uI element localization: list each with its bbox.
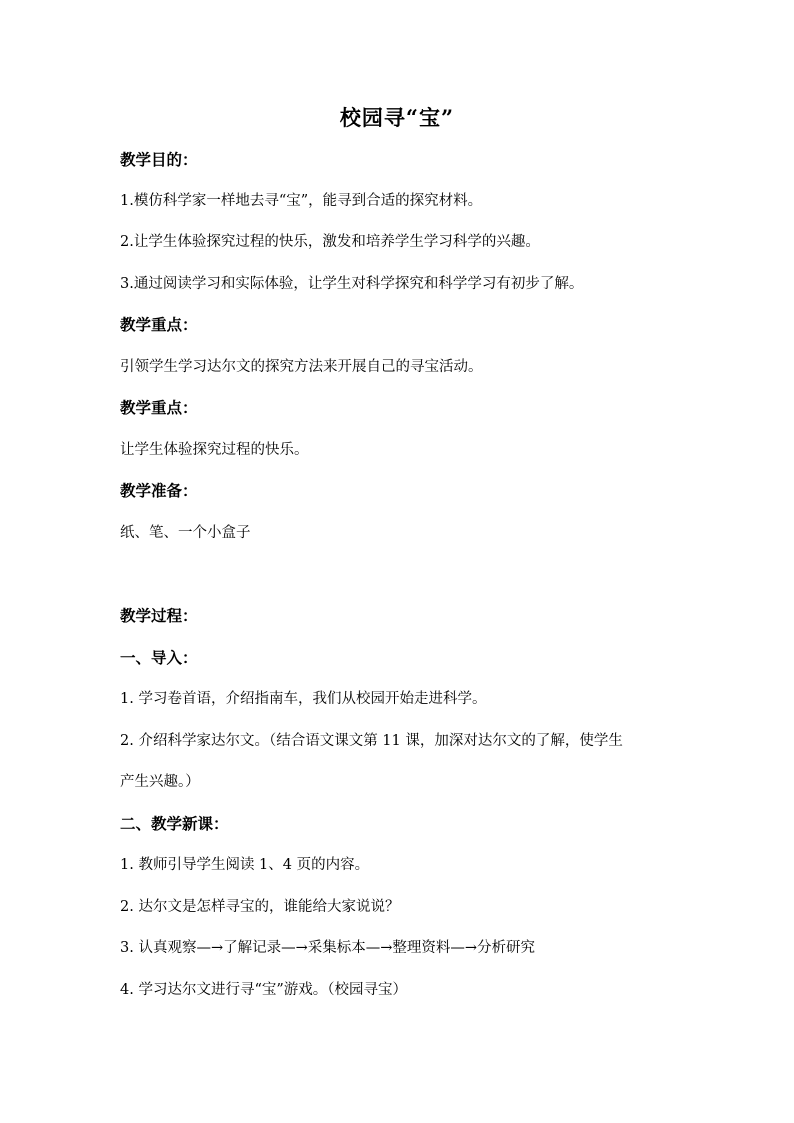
document-title: 校园寻“宝” <box>339 105 455 130</box>
new-lesson-item: 3. 认真观察—→了解记录—→采集标本—→整理资料—→分析研究 <box>120 940 536 956</box>
objective-item: 2.让学生体验探究过程的快乐，激发和培养学生学习科学的兴趣。 <box>120 234 540 250</box>
key-points-heading: 教学重点： <box>120 315 198 334</box>
key-points2-heading: 教学重点： <box>120 398 198 417</box>
objectives-heading: 教学目的： <box>120 150 198 169</box>
key-points2-text: 让学生体验探究过程的快乐。 <box>120 442 309 458</box>
new-lesson-item: 2. 达尔文是怎样寻宝的，谁能给大家说说？ <box>120 899 400 915</box>
intro-item: 产生兴趣。） <box>120 774 200 790</box>
intro-heading: 一、导入： <box>120 648 198 667</box>
key-points-text: 引领学生学习达尔文的探究方法来开展自己的寻宝活动。 <box>120 359 483 375</box>
intro-item: 1. 学习卷首语，介绍指南车，我们从校园开始走进科学。 <box>120 691 487 707</box>
preparation-text: 纸、笔、一个小盒子 <box>120 525 251 541</box>
new-lesson-item: 4. 学习达尔文进行寻“宝”游戏。（校园寻宝） <box>120 982 408 998</box>
preparation-heading: 教学准备： <box>120 481 198 500</box>
process-heading: 教学过程： <box>120 606 198 625</box>
new-lesson-item: 1. 教师引导学生阅读 1、4 页的内容。 <box>120 857 370 873</box>
intro-item: 2. 介绍科学家达尔文。（结合语文课文第 11 课，加深对达尔文的了解，使学生 <box>120 733 623 749</box>
objective-item: 3.通过阅读学习和实际体验，让学生对科学探究和科学学习有初步了解。 <box>120 276 584 292</box>
new-lesson-heading: 二、教学新课： <box>120 814 229 833</box>
objective-item: 1.模仿科学家一样地去寻“宝”，能寻到合适的探究材料。 <box>120 193 483 209</box>
